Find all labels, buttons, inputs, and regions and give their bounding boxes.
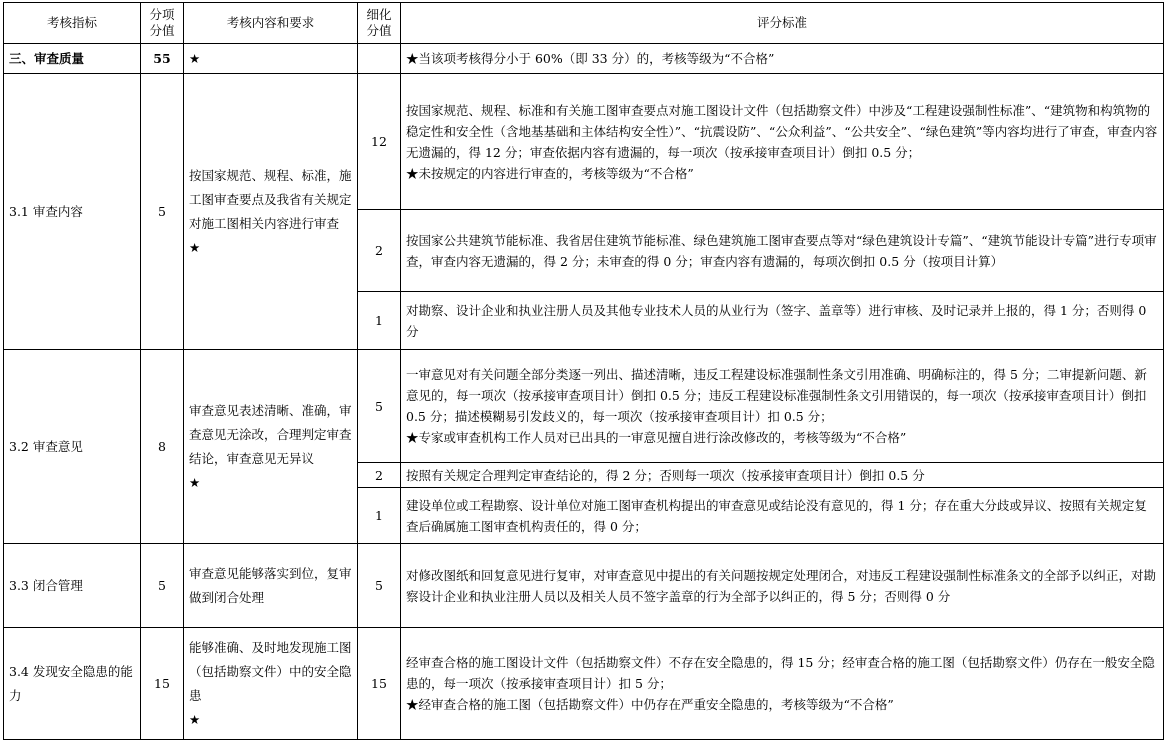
section-score: 55 (141, 44, 184, 74)
header-content: 考核内容和要求 (184, 3, 358, 44)
criteria-text: 对勘察、设计企业和执业注册人员及其他专业技术人员的从业行为（签字、盖章等）进行审核、及时记录并上报的，得 1 分；否则得 0 分 (401, 292, 1164, 350)
header-sub-score: 细化 分值 (358, 3, 401, 44)
table-row (4, 350, 1164, 463)
sub-score: 1 (358, 488, 401, 544)
score-3-2: 8 (141, 350, 184, 544)
star-icon: ★ (189, 474, 201, 490)
sub-score: 1 (358, 292, 401, 350)
score-3-1: 5 (141, 74, 184, 350)
assessment-table (3, 2, 1164, 740)
star-icon: ★ (189, 239, 201, 255)
indicator-3-2: 3.2 审查意见 (4, 350, 141, 544)
criteria-text: 经审查合格的施工图设计文件（包括勘察文件）不存在安全隐患的，得 15 分；经审查合格的施工图（包括勘察文件）仍存在一般安全隐患的，每一项次（按承接审查项目计）扣 5 分； ★经审查合格的施工图（包括勘察文件）中仍存在严重安全隐患的，考核等级为“不合格” (401, 628, 1164, 740)
section-row (4, 44, 1164, 74)
sub-score: 15 (358, 628, 401, 740)
section-content: ★ (184, 44, 358, 74)
section-criteria: ★当该项考核得分小于 60%（即 33 分）的，考核等级为“不合格” (401, 44, 1164, 74)
sub-score: 2 (358, 210, 401, 292)
criteria-text: 按照有关规定合理判定审查结论的，得 2 分；否则每一项次（按承接审查项目计）倒扣 0.5 分 (401, 463, 1164, 488)
content-3-4: 能够准确、及时地发现施工图（包括勘察文件）中的安全隐患 ★ (184, 628, 358, 740)
section-sub-score (358, 44, 401, 74)
table-header-row (4, 3, 1164, 44)
indicator-3-3: 3.3 闭合管理 (4, 544, 141, 628)
criteria-text: 一审意见对有关问题全部分类逐一列出、描述清晰，违反工程建设标准强制性条文引用准确、明确标注的，得 5 分；二审提新问题、新意见的，每一项次（按承接审查项目计）倒扣 0.5 分；违反工程建设标准强制性条文引用错误的，每一项次（按承接审查项目计）倒扣 0.5 分；描述模糊易引发歧义的，每一项次（按承接审查项目计）扣 0.5 分； ★专家或审查机构工作人员对已出具的一审意见擅自进行涂改修改的，考核等级为“不合格” (401, 350, 1164, 463)
indicator-3-4: 3.4 发现安全隐患的能力 (4, 628, 141, 740)
indicator-3-1: 3.1 审查内容 (4, 74, 141, 350)
criteria-text: 对修改图纸和回复意见进行复审，对审查意见中提出的有关问题按规定处理闭合，对违反工程建设强制性标准条文的全部予以纠正，对勘察设计企业和执业注册人员以及相关人员不签字盖章的行为全部予以纠正的，得 5 分；否则得 0 分 (401, 544, 1164, 628)
header-indicator: 考核指标 (4, 3, 141, 44)
table-row (4, 628, 1164, 740)
score-3-4: 15 (141, 628, 184, 740)
sub-score: 5 (358, 350, 401, 463)
content-3-2: 审查意见表述清晰、准确，审查意见无涂改，合理判定审查结论，审查意见无异议 ★ (184, 350, 358, 544)
sub-score: 12 (358, 74, 401, 210)
header-score: 分项 分值 (141, 3, 184, 44)
sub-score: 2 (358, 463, 401, 488)
content-3-1: 按国家规范、规程、标准，施工图审查要点及我省有关规定对施工图相关内容进行审查 ★ (184, 74, 358, 350)
header-criteria: 评分标准 (401, 3, 1164, 44)
table-row (4, 544, 1164, 628)
section-name: 三、审查质量 (4, 44, 141, 74)
sub-score: 5 (358, 544, 401, 628)
criteria-text: 建设单位或工程勘察、设计单位对施工图审查机构提出的审查意见或结论没有意见的，得 1 分；存在重大分歧或异议、按照有关规定复查后确属施工图审查机构责任的，得 0 分； (401, 488, 1164, 544)
content-3-3: 审查意见能够落实到位，复审做到闭合处理 (184, 544, 358, 628)
criteria-text: 按国家公共建筑节能标准、我省居住建筑节能标准、绿色建筑施工图审查要点等对“绿色建筑设计专篇”、“建筑节能设计专篇”进行专项审查，审查内容无遗漏的，得 2 分；未审查的得 0 分；审查内容有遗漏的，每项次倒扣 0.5 分（按项目计算） (401, 210, 1164, 292)
star-icon: ★ (189, 711, 201, 727)
criteria-text: 按国家规范、规程、标准和有关施工图审查要点对施工图设计文件（包括勘察文件）中涉及“工程建设强制性标准”、“建筑物和构筑物的稳定性和安全性（含地基基础和主体结构安全性）”、“抗震设防”、“公众利益”、“公共安全”、“绿色建筑”等内容均进行了审查，审查内容无遗漏的，得 12 分；审查依据内容有遗漏的，每一项次（按承接审查项目计）倒扣 0.5 分； ★未按规定的内容进行审查的，考核等级为“不合格” (401, 74, 1164, 210)
score-3-3: 5 (141, 544, 184, 628)
table-row (4, 74, 1164, 210)
